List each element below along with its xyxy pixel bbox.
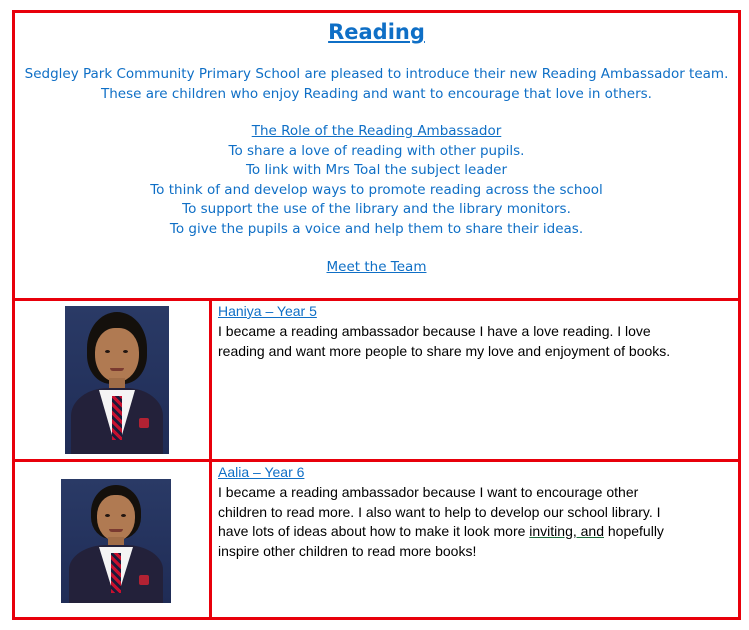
role-item: To link with Mrs Toal the subject leader bbox=[245, 162, 508, 178]
intro-line: Sedgley Park Community Primary School are pleased to introduce their new Reading Ambassador team. bbox=[24, 66, 729, 82]
description-line bbox=[218, 522, 664, 542]
description-line: reading and want more people to share my love and enjoyment of books. bbox=[218, 342, 671, 359]
ambassador-name[interactable]: Haniya – Year 5 bbox=[218, 303, 317, 319]
description-line: inspire other children to read more books! bbox=[218, 542, 477, 559]
ambassador-description bbox=[218, 483, 664, 561]
description-line: I became a reading ambassador because I have a love reading. I love bbox=[218, 323, 651, 339]
role-heading[interactable]: The Role of the Reading Ambassador bbox=[251, 123, 502, 139]
row-divider bbox=[15, 459, 738, 462]
description-line: children to read more. I also want to help to develop our school library. I bbox=[218, 503, 661, 520]
intro-section bbox=[15, 13, 738, 298]
ambassador-name[interactable]: Aalia – Year 6 bbox=[218, 464, 305, 480]
meet-the-team-link[interactable]: Meet the Team bbox=[326, 259, 427, 275]
description-text: hopefully bbox=[604, 523, 664, 539]
haniya-photo bbox=[65, 306, 169, 454]
role-item: To give the pupils a voice and help them to share their ideas. bbox=[169, 220, 584, 237]
description-text: have lots of ideas about how to make it look more bbox=[218, 523, 530, 539]
role-item: To share a love of reading with other pupils. bbox=[228, 142, 525, 159]
column-divider bbox=[209, 298, 212, 620]
intro-line: These are children who enjoy Reading and want to encourage that love in others. bbox=[101, 85, 652, 102]
row-divider bbox=[15, 298, 738, 301]
page-title: Reading bbox=[328, 20, 425, 44]
aalia-photo bbox=[61, 479, 171, 603]
ambassador-table bbox=[12, 10, 741, 620]
intro-text bbox=[15, 65, 738, 104]
role-item: To think of and develop ways to promote reading across the school bbox=[150, 181, 603, 198]
role-list bbox=[15, 122, 738, 239]
description-line: I became a reading ambassador because I want to encourage other bbox=[218, 484, 639, 500]
ambassador-description bbox=[218, 322, 670, 361]
underlined-phrase: inviting, and bbox=[529, 523, 604, 539]
role-item: To support the use of the library and the library monitors. bbox=[182, 201, 571, 217]
